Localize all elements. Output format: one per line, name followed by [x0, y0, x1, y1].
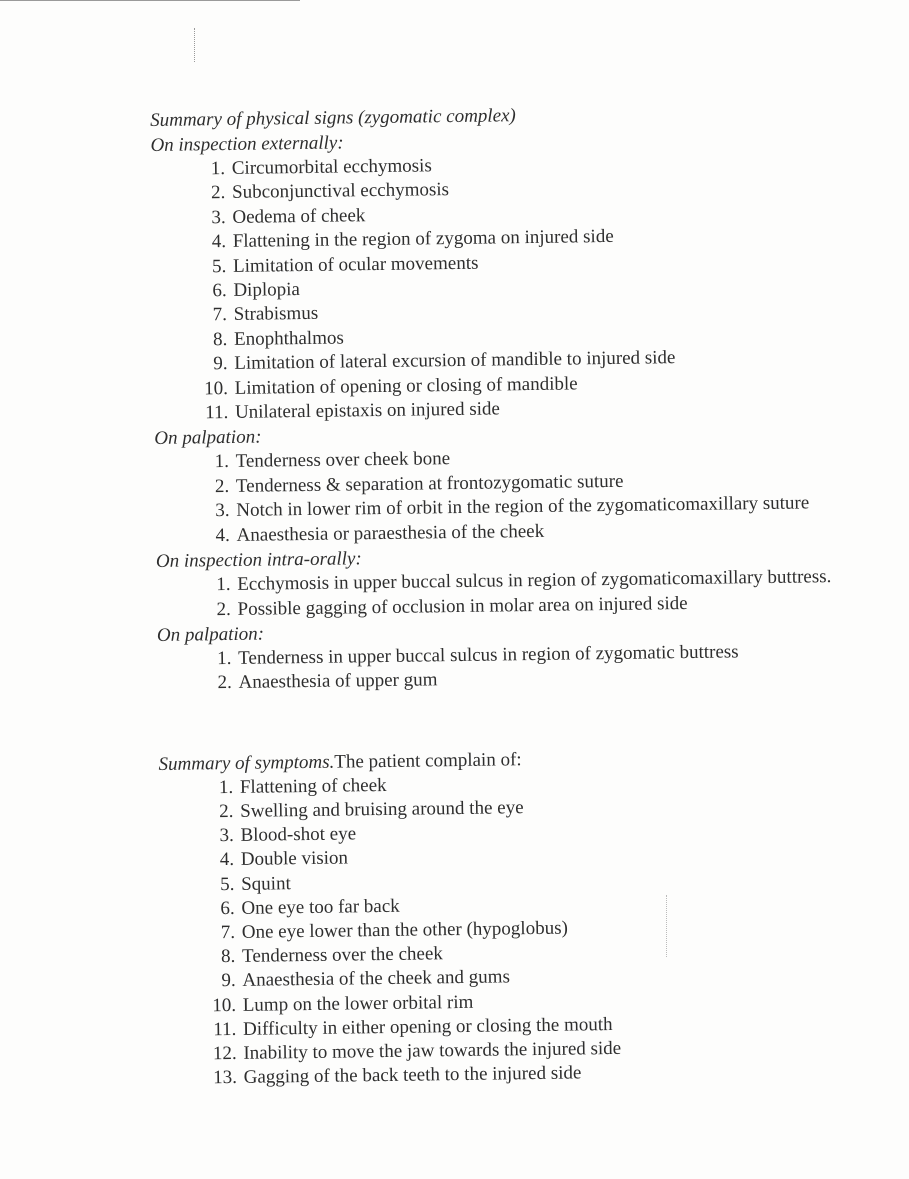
symptoms-intro: The patient complain of:	[334, 748, 522, 773]
list-item: 1. Tenderness over cheek bone	[233, 442, 884, 475]
list-item: 6. Diplopia	[231, 270, 882, 303]
scan-edge-line	[0, 0, 300, 1]
list-item: 12. Inability to move the jaw towards the injured side	[241, 1033, 892, 1066]
list-item: 8. Enophthalmos	[232, 319, 883, 352]
list-item: 4. Flattening in the region of zygoma on injured side	[231, 222, 882, 255]
list-item: 5. Limitation of ocular movements	[231, 246, 882, 279]
list-item: 9. Limitation of lateral excursion of mandible to injured side	[232, 344, 883, 377]
list-item: 2. Anaesthesia of upper gum	[236, 663, 887, 696]
list-item: 7. One eye lower than the other (hypoglobus)	[240, 912, 891, 945]
section-heading-palpation-intra-oral: On palpation:	[156, 623, 265, 646]
symptoms-list	[159, 767, 893, 1091]
list-item: 2. Subconjunctival ecchymosis	[230, 173, 881, 206]
list-item: 1. Ecchymosis in upper buccal sulcus in region of zygomaticomaxillary buttress.	[235, 564, 886, 597]
list-item: 2. Tenderness & separation at frontozygomatic suture	[234, 466, 885, 499]
list-item: 10. Lump on the lower orbital rim	[241, 985, 892, 1018]
section-heading-inspection-intra-orally: On inspection intra-orally:	[155, 548, 362, 573]
section-heading-palpation: On palpation:	[154, 427, 262, 450]
list-item: 6. One eye too far back	[239, 888, 890, 921]
list-item: 4. Double vision	[239, 840, 890, 873]
inspection-externally-list	[151, 148, 884, 426]
list-item: 3. Notch in lower rim of orbit in the region of the zygomaticomaxillary suture	[234, 491, 885, 524]
list-item: 2. Swelling and bruising around the eye	[238, 791, 889, 824]
list-item: 3. Oedema of cheek	[230, 197, 881, 230]
list-item: 3. Blood-shot eye	[238, 816, 889, 849]
palpation-list	[154, 442, 885, 549]
document-body	[150, 98, 893, 1091]
list-item: 13. Gagging of the back teeth to the injured side	[242, 1058, 893, 1091]
physical-signs-title: Summary of physical signs (zygomatic complex)	[150, 105, 516, 131]
section-heading-inspection-externally: On inspection externally:	[150, 132, 344, 156]
list-item: 1. Circumorbital ecchymosis	[230, 148, 881, 181]
list-item: 11. Unilateral epistaxis on injured side	[233, 392, 884, 425]
list-item: 1. Flattening of cheek	[238, 767, 889, 800]
list-item: 5. Squint	[239, 864, 890, 897]
symptoms-title: Summary of symptoms.	[158, 751, 335, 775]
scan-artifact-mark	[194, 28, 196, 62]
list-item: 9. Anaesthesia of the cheek and gums	[240, 961, 891, 994]
list-item: 4. Anaesthesia or paraesthesia of the cheek	[234, 515, 885, 548]
section-spacer	[158, 687, 889, 752]
list-item: 2. Possible gagging of occlusion in molar area on injured side	[235, 589, 886, 622]
list-item: 10. Limitation of opening or closing of mandible	[233, 368, 884, 401]
list-item: 8. Tenderness over the cheek	[240, 937, 891, 970]
list-item: 1. Tenderness in upper buccal sulcus in region of zygomatic buttress	[236, 638, 887, 671]
list-item: 11. Difficulty in either opening or closing the mouth	[241, 1009, 892, 1042]
list-item: 7. Strabismus	[232, 295, 883, 328]
